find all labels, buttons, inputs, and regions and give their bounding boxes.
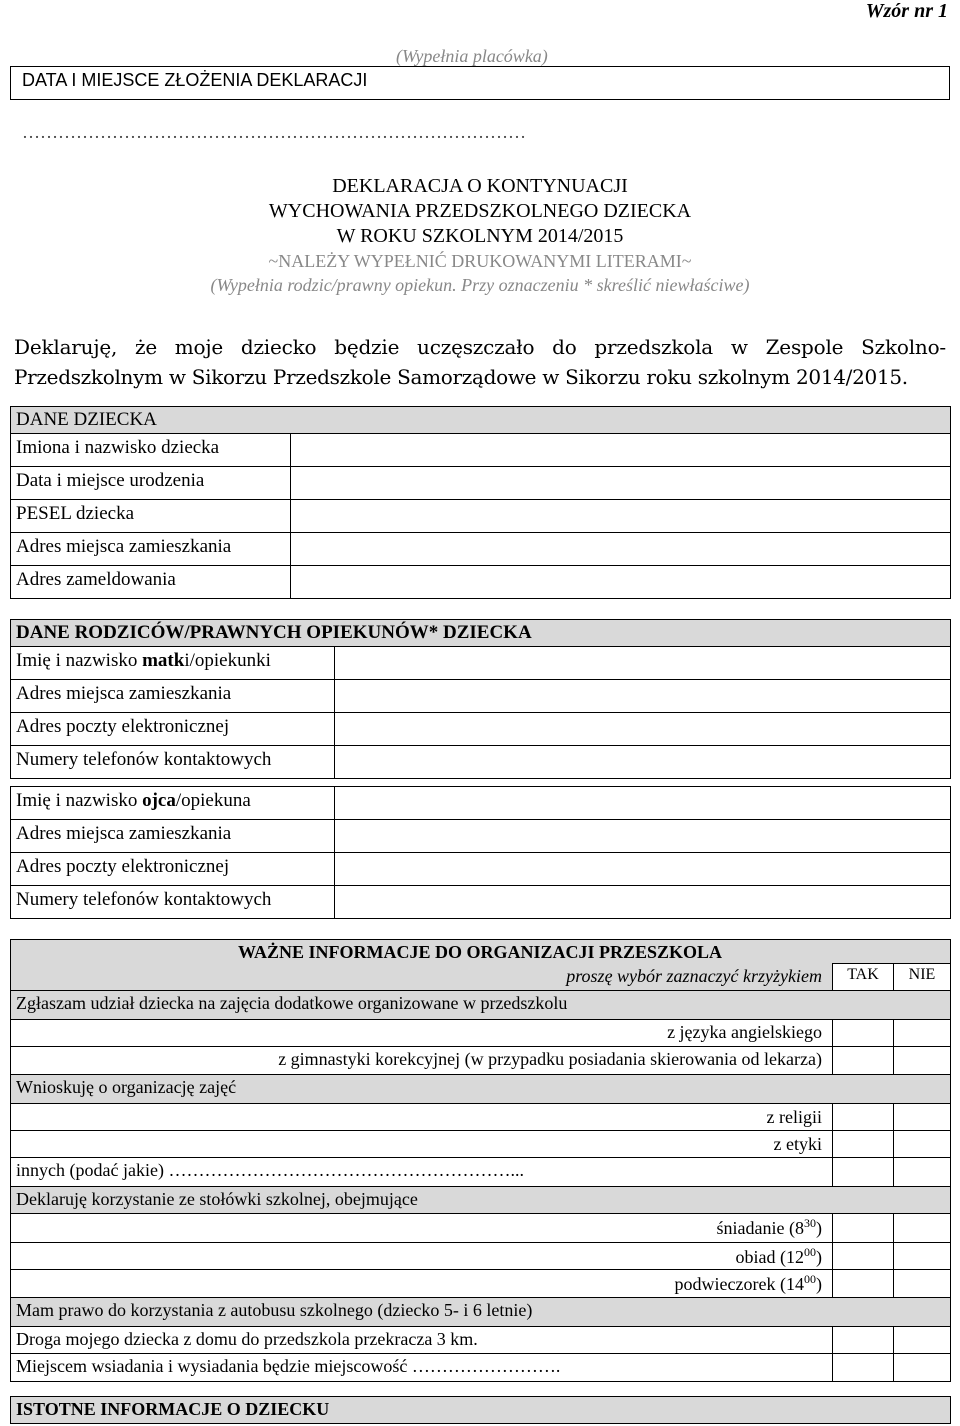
route-yes-checkbox[interactable] xyxy=(832,1326,894,1354)
snack-no-checkbox[interactable] xyxy=(893,1269,951,1298)
other-label[interactable]: innych (podać jakie) …………………………………………………... xyxy=(16,1160,524,1180)
lunch-row xyxy=(10,1242,833,1270)
father-field-input[interactable] xyxy=(334,819,951,853)
breakfast-label-text: śniadanie (8 xyxy=(716,1218,804,1238)
other-no-checkbox[interactable] xyxy=(893,1157,951,1187)
child-section-title: DANE DZIECKA xyxy=(16,409,157,430)
form-number: Wzór nr 1 xyxy=(865,0,948,22)
english-no-checkbox[interactable] xyxy=(893,1019,951,1047)
parents-section-title: DANE RODZICÓW/PRAWNYCH OPIEKUNÓW* DZIECKA xyxy=(16,622,532,643)
breakfast-label xyxy=(717,1216,822,1239)
child-field-input[interactable] xyxy=(290,499,951,533)
father-name-prefix: Imię i nazwisko xyxy=(16,790,143,811)
pickup-label[interactable]: Miejscem wsiadania i wysiadania będzie miejscowość ……………………. xyxy=(16,1356,561,1376)
child-field-label: Data i miejsce urodzenia xyxy=(16,470,205,491)
lunch-label-text: obiad (12 xyxy=(735,1247,804,1267)
pickup-no-checkbox[interactable] xyxy=(893,1353,951,1382)
lunch-no-checkbox[interactable] xyxy=(893,1242,951,1270)
mother-name-bold: matk xyxy=(142,650,185,671)
breakfast-no-checkbox[interactable] xyxy=(893,1213,951,1243)
ethics-no-checkbox[interactable] xyxy=(893,1130,951,1158)
submission-label: DATA I MIEJSCE ZŁOŻENIA DEKLARACJI xyxy=(22,70,368,90)
english-yes-checkbox[interactable] xyxy=(832,1019,894,1047)
snack-label xyxy=(675,1272,822,1295)
submission-dots[interactable]: ………………………………………………………………………… xyxy=(22,122,526,142)
religion-label: z religii xyxy=(766,1107,822,1127)
important-section-title: WAŻNE INFORMACJE DO ORGANIZACJI PRZESZKOLA xyxy=(237,942,723,962)
mother-name-suffix: i/opiekunki xyxy=(184,650,271,671)
child-field-input[interactable] xyxy=(290,565,951,599)
document-title xyxy=(0,174,960,297)
ethics-label: z etyki xyxy=(773,1134,822,1154)
mother-field-input[interactable] xyxy=(334,679,951,713)
title-line-3: W ROKU SZKOLNYM 2014/2015 xyxy=(336,225,624,247)
ethics-row xyxy=(10,1130,833,1158)
snack-time-sup: 00 xyxy=(804,1272,816,1286)
father-name-input[interactable] xyxy=(334,786,951,820)
title-instruction: ~NALEŻY WYPEŁNIĆ DRUKOWANYMI LITERAMI~ xyxy=(268,251,692,271)
child-field-input[interactable] xyxy=(290,532,951,566)
mother-field-label: Adres miejsca zamieszkania xyxy=(16,683,232,704)
breakfast-row xyxy=(10,1213,833,1243)
route-no-checkbox[interactable] xyxy=(893,1326,951,1354)
bus-label: Mam prawo do korzystania z autobusu szkolnego (dziecko 5- i 6 letnie) xyxy=(16,1300,533,1320)
father-field-input[interactable] xyxy=(334,852,951,886)
religion-yes-checkbox[interactable] xyxy=(832,1103,894,1131)
breakfast-time-sup: 30 xyxy=(804,1216,816,1230)
mother-name-prefix: Imię i nazwisko xyxy=(16,650,143,671)
declaration-line-1: Deklaruję, że moje dziecko będzie uczęszczało do przedszkola w Zespole Szkolno- xyxy=(14,335,946,359)
child-field-label: Adres miejsca zamieszkania xyxy=(16,536,232,557)
child-field-input[interactable] xyxy=(290,466,951,500)
religion-no-checkbox[interactable] xyxy=(893,1103,951,1131)
breakfast-close-paren: ) xyxy=(816,1218,822,1238)
father-field-label: Adres poczty elektronicznej xyxy=(16,856,230,877)
lunch-time-sup: 00 xyxy=(804,1245,816,1259)
other-yes-checkbox[interactable] xyxy=(832,1157,894,1187)
child-field-label: Imiona i nazwisko dziecka xyxy=(16,437,220,458)
mother-field-label: Adres poczty elektronicznej xyxy=(16,716,230,737)
mother-name-label xyxy=(16,650,271,672)
ethics-yes-checkbox[interactable] xyxy=(832,1130,894,1158)
mother-field-label: Numery telefonów kontaktowych xyxy=(16,749,272,770)
no-label: NIE xyxy=(908,966,936,983)
english-label: z języka angielskiego xyxy=(667,1022,822,1042)
declaration-line-2: Przedszkolnym w Sikorzu Przedszkole Samorządowe w Sikorzu roku szkolnym 2014/2015. xyxy=(14,365,908,389)
mother-name-input[interactable] xyxy=(334,646,951,680)
snack-yes-checkbox[interactable] xyxy=(832,1269,894,1298)
gymnastics-label: z gimnastyki korekcyjnej (w przypadku posiadania skierowania od lekarza) xyxy=(278,1049,822,1069)
father-field-input[interactable] xyxy=(334,885,951,919)
filled-by-institution-note: (Wypełnia placówka) xyxy=(396,46,548,66)
religion-row xyxy=(10,1103,833,1131)
father-name-bold: ojca xyxy=(142,790,176,811)
title-line-2: WYCHOWANIA PRZEDSZKOLNEGO DZIECKA xyxy=(268,200,692,222)
gymnastics-no-checkbox[interactable] xyxy=(893,1046,951,1075)
canteen-label: Deklaruję korzystanie ze stołówki szkolnej, obejmujące xyxy=(16,1189,418,1209)
essential-section-title: ISTOTNE INFORMACJE O DZIECKU xyxy=(16,1399,330,1419)
lunch-yes-checkbox[interactable] xyxy=(832,1242,894,1270)
father-field-label: Numery telefonów kontaktowych xyxy=(16,889,272,910)
route-label: Droga mojego dziecka z domu do przedszkola przekracza 3 km. xyxy=(16,1329,478,1349)
mark-instruction: proszę wybór zaznaczyć krzyżykiem xyxy=(566,966,822,986)
mother-field-input[interactable] xyxy=(334,712,951,746)
mother-field-input[interactable] xyxy=(334,745,951,779)
yes-label: TAK xyxy=(847,966,879,983)
title-note: (Wypełnia rodzic/prawny opiekun. Przy oznaczeniu * skreślić niewłaściwe) xyxy=(210,275,750,295)
father-name-label xyxy=(16,790,251,812)
gymnastics-yes-checkbox[interactable] xyxy=(832,1046,894,1075)
extra_classes-label: Zgłaszam udział dziecka na zajęcia dodatkowe organizowane w przedszkolu xyxy=(16,993,568,1013)
lunch-close-paren: ) xyxy=(816,1247,822,1267)
breakfast-yes-checkbox[interactable] xyxy=(832,1213,894,1243)
snack-close-paren: ) xyxy=(816,1274,822,1294)
snack-label-text: podwieczorek (14 xyxy=(674,1274,804,1294)
child-field-label: PESEL dziecka xyxy=(16,503,135,524)
child-field-input[interactable] xyxy=(290,433,951,467)
title-line-1: DEKLARACJA O KONTYNUACJI xyxy=(332,175,628,197)
declaration-paragraph xyxy=(14,332,946,392)
child-field-label: Adres zameldowania xyxy=(16,569,176,590)
father-name-suffix: /opiekuna xyxy=(175,790,251,811)
father-field-label: Adres miejsca zamieszkania xyxy=(16,823,232,844)
lunch-label xyxy=(736,1245,822,1268)
request_classes-label: Wnioskuję o organizację zajęć xyxy=(16,1077,237,1097)
pickup-yes-checkbox[interactable] xyxy=(832,1353,894,1382)
